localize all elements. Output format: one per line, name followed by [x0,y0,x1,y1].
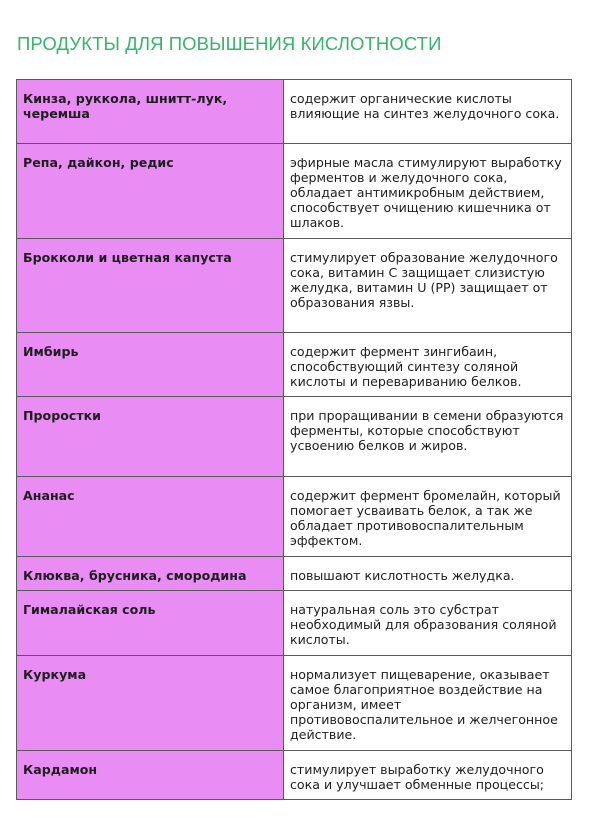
product-name: Брокколи и цветная капуста [17,239,284,333]
table-row [17,557,572,591]
product-description: нормализует пищеварение, оказывает самое благоприятное воздействие на организм, имеет противовоспалительное и желчегонное действие. [284,656,572,751]
table-row [17,477,572,557]
product-name: Кардамон [17,751,284,800]
product-name: Куркума [17,656,284,751]
product-description: натуральная соль это субстрат необходимый для образования соляной кислоты. [284,591,572,656]
page-title: ПРОДУКТЫ ДЛЯ ПОВЫШЕНИЯ КИСЛОТНОСТИ [17,33,442,54]
product-description: содержит органические кислоты влияющие на синтез желудочного сока. [284,80,572,144]
table-row [17,591,572,656]
product-name: Кинза, руккола, шнитт-лук, черемша [17,80,284,144]
product-name: Ананас [17,477,284,557]
product-description: при проращивании в семени образуются ферменты, которые способствуют усвоению белков и жиров. [284,397,572,477]
product-description: стимулирует выработку желудочного сока и улучшает обменные процессы; [284,751,572,800]
product-name: Клюква, брусника, смородина [17,557,284,591]
table-row [17,397,572,477]
table-row [17,656,572,751]
table-row [17,751,572,800]
table-row [17,80,572,144]
table-row [17,333,572,397]
table-row [17,239,572,333]
product-name: Имбирь [17,333,284,397]
products-table [16,79,572,800]
product-name: Гималайская соль [17,591,284,656]
product-name: Проростки [17,397,284,477]
product-description: содержит фермент зингибаин, способствующий синтезу соляной кислоты и перевариванию белков. [284,333,572,397]
table-row [17,144,572,239]
product-description: повышают кислотность желудка. [284,557,572,591]
product-name: Репа, дайкон, редис [17,144,284,239]
product-description: стимулирует образование желудочного сока, витамин С защищает слизистую желудка, витамин U (PP) защищает от образования язвы. [284,239,572,333]
product-description: эфирные масла стимулируют выработку ферментов и желудочного сока, обладает антимикробным действием, способствует очищению кишечника от шлаков. [284,144,572,239]
product-description: содержит фермент бромелайн, который помогает усваивать белок, а так же обладает противовоспалительным эффектом. [284,477,572,557]
